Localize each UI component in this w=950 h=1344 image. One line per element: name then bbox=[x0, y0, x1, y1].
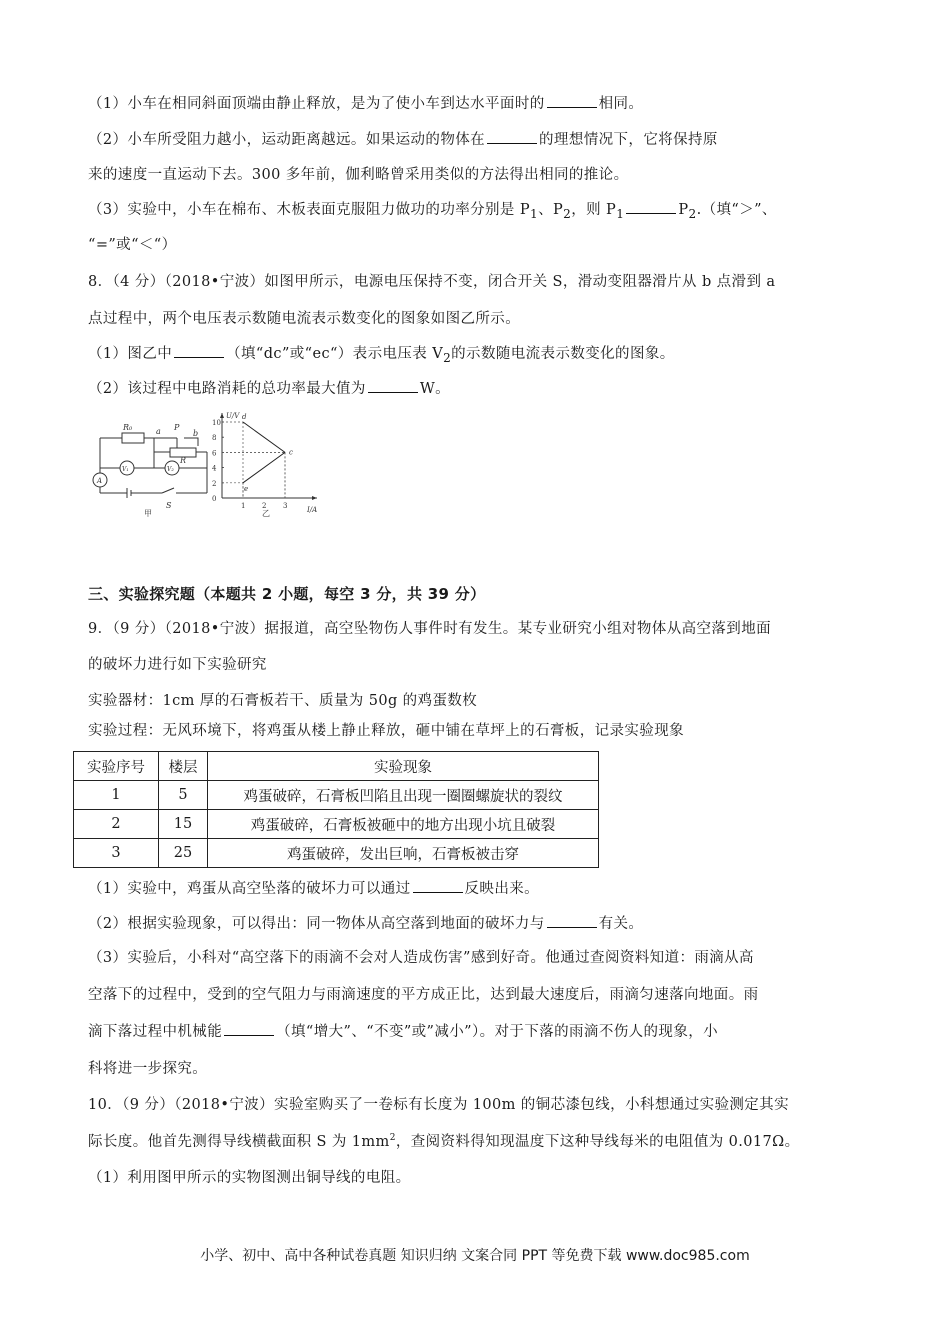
point-label: c bbox=[289, 448, 293, 457]
q8-figure bbox=[92, 408, 332, 523]
x-tick-label: 1 bbox=[241, 502, 246, 510]
q7-part2: （2）小车所受阻力越小，运动距离越远。如果运动的物体在 的理想情况下，它将保持原 bbox=[88, 128, 718, 149]
q8-part2: （2）该过程中电路消耗的总功率最大值为 W。 bbox=[88, 377, 450, 398]
label-r0: R₀ bbox=[123, 423, 133, 432]
table-cell: 1 bbox=[74, 781, 159, 810]
table-cell: 15 bbox=[159, 810, 208, 839]
y-tick-label: 8 bbox=[212, 434, 217, 443]
q7-part3-cont: “=”或“＜“） bbox=[88, 237, 177, 253]
u-i-graph bbox=[212, 412, 317, 518]
table-header: 实验现象 bbox=[208, 752, 599, 781]
q9-process: 实验过程：无风环境下，将鸡蛋从楼上静止释放，砸中铺在草坪上的石膏板，记录实验现象 bbox=[88, 723, 684, 739]
q9-part1: （1）实验中，鸡蛋从高空坠落的破坏力可以通过 反映出来。 bbox=[88, 877, 539, 898]
circuit-diagram bbox=[93, 433, 207, 498]
caption-jia: 甲 bbox=[144, 509, 152, 518]
q9-part3: （3）实验后，小科对“高空落下的雨滴不会对人造成伤害”感到好奇。他通过查阅资料知道：雨滴从高 bbox=[88, 950, 754, 966]
q10-stem: 10．（9 分）（2018•宁波）实验室购买了一卷标有长度为 100m 的铜芯漆包线，小科想通过实验测定其实 bbox=[88, 1097, 789, 1113]
y-tick-label: 2 bbox=[212, 479, 217, 488]
q7-part2-cont: 来的速度一直运动下去。300 多年前，伽利略曾采用类似的方法得出相同的推论。 bbox=[88, 167, 629, 183]
series-line-ec bbox=[243, 452, 285, 482]
label-s: S bbox=[166, 501, 172, 510]
label-p: P bbox=[174, 423, 180, 432]
answer-blank[interactable] bbox=[547, 93, 597, 108]
q9-materials: 实验器材：1cm 厚的石膏板若干、质量为 50g 的鸡蛋数枚 bbox=[88, 693, 478, 709]
answer-blank[interactable] bbox=[224, 1021, 274, 1036]
y-axis-label: U/V bbox=[226, 412, 240, 420]
x-axis-label: I/A bbox=[307, 506, 318, 514]
point-label: d bbox=[242, 413, 247, 421]
answer-blank[interactable] bbox=[626, 199, 676, 214]
label-a: a bbox=[156, 427, 161, 436]
q8-stem: 8．（4 分）（2018•宁波）如图甲所示，电源电压保持不变，闭合开关 S，滑动变阻器滑片从 b 点滑到 a bbox=[88, 274, 776, 290]
section-title: 三、实验探究题（本题共 2 小题，每空 3 分，共 39 分） bbox=[88, 585, 486, 603]
y-tick-label: 6 bbox=[212, 449, 217, 458]
y-tick-label: 0 bbox=[212, 495, 217, 503]
table-cell: 鸡蛋破碎，石膏板凹陷且出现一圈圈螺旋状的裂纹 bbox=[208, 781, 599, 810]
table-cell: 25 bbox=[159, 839, 208, 868]
table-cell: 鸡蛋破碎，发出巨响，石膏板被击穿 bbox=[208, 839, 599, 868]
series-line-dc bbox=[243, 422, 285, 452]
y-tick-label: 4 bbox=[212, 464, 217, 473]
point-label: e bbox=[244, 484, 249, 493]
answer-blank[interactable] bbox=[368, 378, 418, 393]
table-header: 实验序号 bbox=[74, 752, 159, 781]
answer-blank[interactable] bbox=[547, 913, 597, 928]
q8-part1: （1）图乙中 （填“dc”或“ec“）表示电压表 $V_2$的示数随电流表示数变化的图象。 bbox=[88, 342, 675, 365]
q10-part1: （1）利用图甲所示的实物图测出铜导线的电阻。 bbox=[88, 1170, 411, 1186]
q9-stem: 9．（9 分）（2018•宁波）据报道，高空坠物伤人事件时有发生。某专业研究小组对物体从高空落到地面 bbox=[88, 621, 772, 637]
q9-part2: （2）根据实验现象，可以得出：同一物体从高空落到地面的破坏力与 有关。 bbox=[88, 912, 643, 933]
q9-part3-cont3: 科将进一步探究。 bbox=[88, 1061, 208, 1077]
q7-part3: （3）实验中，小车在棉布、木板表面克服阻力做功的功率分别是 $P_1$、$P_2$，则 $P_1$ $P_2$.（填“＞”、 bbox=[88, 198, 777, 221]
table-cell: 5 bbox=[159, 781, 208, 810]
q7-part1: （1）小车在相同斜面顶端由静止释放，是为了使小车到达水平面时的 相同。 bbox=[88, 92, 643, 113]
x-tick-label: 3 bbox=[283, 502, 288, 510]
x-tick-label: 2 bbox=[262, 502, 267, 510]
table-row bbox=[74, 839, 599, 868]
table-cell: 2 bbox=[74, 810, 159, 839]
table-header: 楼层 bbox=[159, 752, 208, 781]
answer-blank[interactable] bbox=[413, 878, 463, 893]
label-ammeter: A bbox=[97, 477, 103, 485]
q9-part3-cont2: 滴下落过程中机械能 （填“增大”、“不变”或”减小”）。对于下落的雨滴不伤人的现象，小 bbox=[88, 1020, 718, 1041]
page-footer: 小学、初中、高中各种试卷真题 知识归纳 文案合同 PPT 等免费下载 www.doc985.com bbox=[200, 1248, 750, 1264]
label-v1: V₁ bbox=[122, 466, 129, 473]
table-header-row bbox=[74, 752, 599, 781]
q9-part3-cont: 空落下的过程中，受到的空气阻力与雨滴速度的平方成正比，达到最大速度后，雨滴匀速落向地面。雨 bbox=[88, 987, 759, 1003]
label-b: b bbox=[193, 429, 199, 438]
q10-stem-cont: 际长度。他首先测得导线横截面积 S 为 $1mm^2$，查阅资料得知现温度下这种导线每米的电阻值为 0.017Ω。 bbox=[88, 1133, 800, 1150]
q8-stem-cont: 点过程中，两个电压表示数随电流表示数变化的图象如图乙所示。 bbox=[88, 311, 521, 327]
answer-blank[interactable] bbox=[487, 129, 537, 144]
y-tick-label: 10 bbox=[212, 419, 221, 427]
table-row bbox=[74, 810, 599, 839]
label-r: R bbox=[180, 456, 187, 465]
label-v2: V₂ bbox=[167, 466, 174, 473]
table-cell: 3 bbox=[74, 839, 159, 868]
experiment-table bbox=[73, 751, 599, 868]
caption-yi: 乙 bbox=[262, 509, 270, 518]
answer-blank[interactable] bbox=[174, 343, 224, 358]
table-cell: 鸡蛋破碎，石膏板被砸中的地方出现小坑且破裂 bbox=[208, 810, 599, 839]
q9-stem-cont: 的破坏力进行如下实验研究 bbox=[88, 657, 267, 673]
table-row bbox=[74, 781, 599, 810]
